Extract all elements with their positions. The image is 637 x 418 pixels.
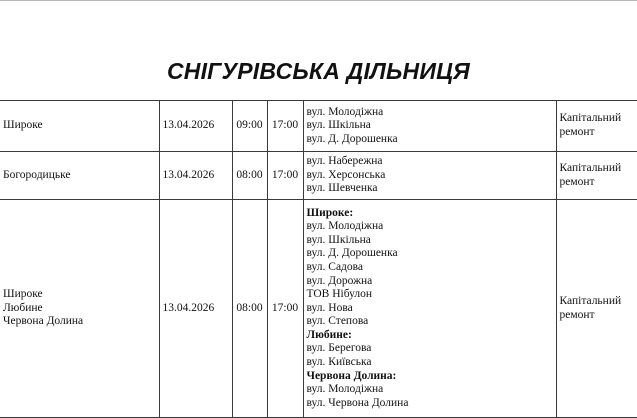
work-type-cell (556, 200, 637, 418)
streets-cell (303, 101, 556, 152)
street-name: вул. Молодіжна (306, 383, 384, 396)
street-name: вул. Д. Дорошенка (306, 132, 398, 145)
street-name: вул. Степова (306, 315, 369, 328)
settlement-cell (0, 101, 159, 152)
street-name: вул. Д. Дорошенка (306, 247, 398, 260)
settlement-name: Червона Долина (3, 315, 84, 328)
start-time-cell: 08:00 (232, 152, 267, 200)
settlement-heading: Червона Долина: (306, 369, 397, 382)
date-cell: 13.04.2026 (159, 152, 232, 200)
settlement-name: Широке (3, 288, 43, 301)
work-type-text: Капітальний (559, 161, 622, 174)
settlement-heading: Любине: (306, 328, 352, 341)
street-name: вул. Молодіжна (306, 220, 384, 233)
street-name: вул. Херсонська (306, 168, 386, 181)
street-name: вул. Київська (306, 356, 372, 369)
end-time-cell: 17:00 (267, 101, 303, 152)
settlement-cell (0, 200, 159, 418)
street-name: вул. Дорожна (306, 274, 373, 287)
start-time-cell: 09:00 (232, 101, 267, 152)
street-name: вул. Берегова (306, 342, 372, 355)
work-type-text: ремонт (559, 308, 595, 321)
work-type-text: ремонт (559, 175, 595, 188)
work-type-text: Капітальний (559, 112, 622, 125)
street-name: вул. Шкільна (306, 233, 371, 246)
street-name: вул. Червона Долина (306, 396, 409, 409)
date-cell: 13.04.2026 (159, 200, 232, 418)
settlement-name: Широке (3, 119, 43, 132)
end-time-cell: 17:00 (267, 152, 303, 200)
date-cell: 13.04.2026 (159, 101, 232, 152)
street-name: ТОВ Нібулон (306, 288, 373, 301)
top-border (0, 0, 637, 1)
work-type-text: ремонт (559, 126, 595, 138)
work-type-cell (556, 101, 637, 152)
start-time-cell: 08:00 (232, 200, 267, 418)
street-name: вул. Шкільна (306, 119, 371, 132)
outage-schedule-table (0, 100, 637, 418)
streets-cell (303, 200, 556, 418)
settlement-heading: Широке: (306, 206, 354, 219)
street-name: вул. Нова (306, 301, 353, 314)
settlement-name: Любине (3, 301, 43, 314)
street-name: вул. Садова (306, 260, 364, 273)
street-name: вул. Набережна (306, 155, 383, 168)
settlement-cell (0, 152, 159, 200)
table-row (0, 101, 637, 152)
work-type-cell (556, 152, 637, 200)
settlement-name: Богородицьке (3, 168, 71, 181)
table-row (0, 200, 637, 418)
street-name: вул. Шевченка (306, 182, 378, 195)
page-title: СНІГУРІВСЬКА ДІЛЬНИЦЯ (166, 58, 471, 84)
end-time-cell: 17:00 (267, 200, 303, 418)
street-name: вул. Молодіжна (306, 105, 384, 118)
work-type-text: Капітальний (559, 294, 622, 307)
streets-cell (303, 152, 556, 200)
table-body (0, 101, 637, 418)
table-row (0, 152, 637, 200)
